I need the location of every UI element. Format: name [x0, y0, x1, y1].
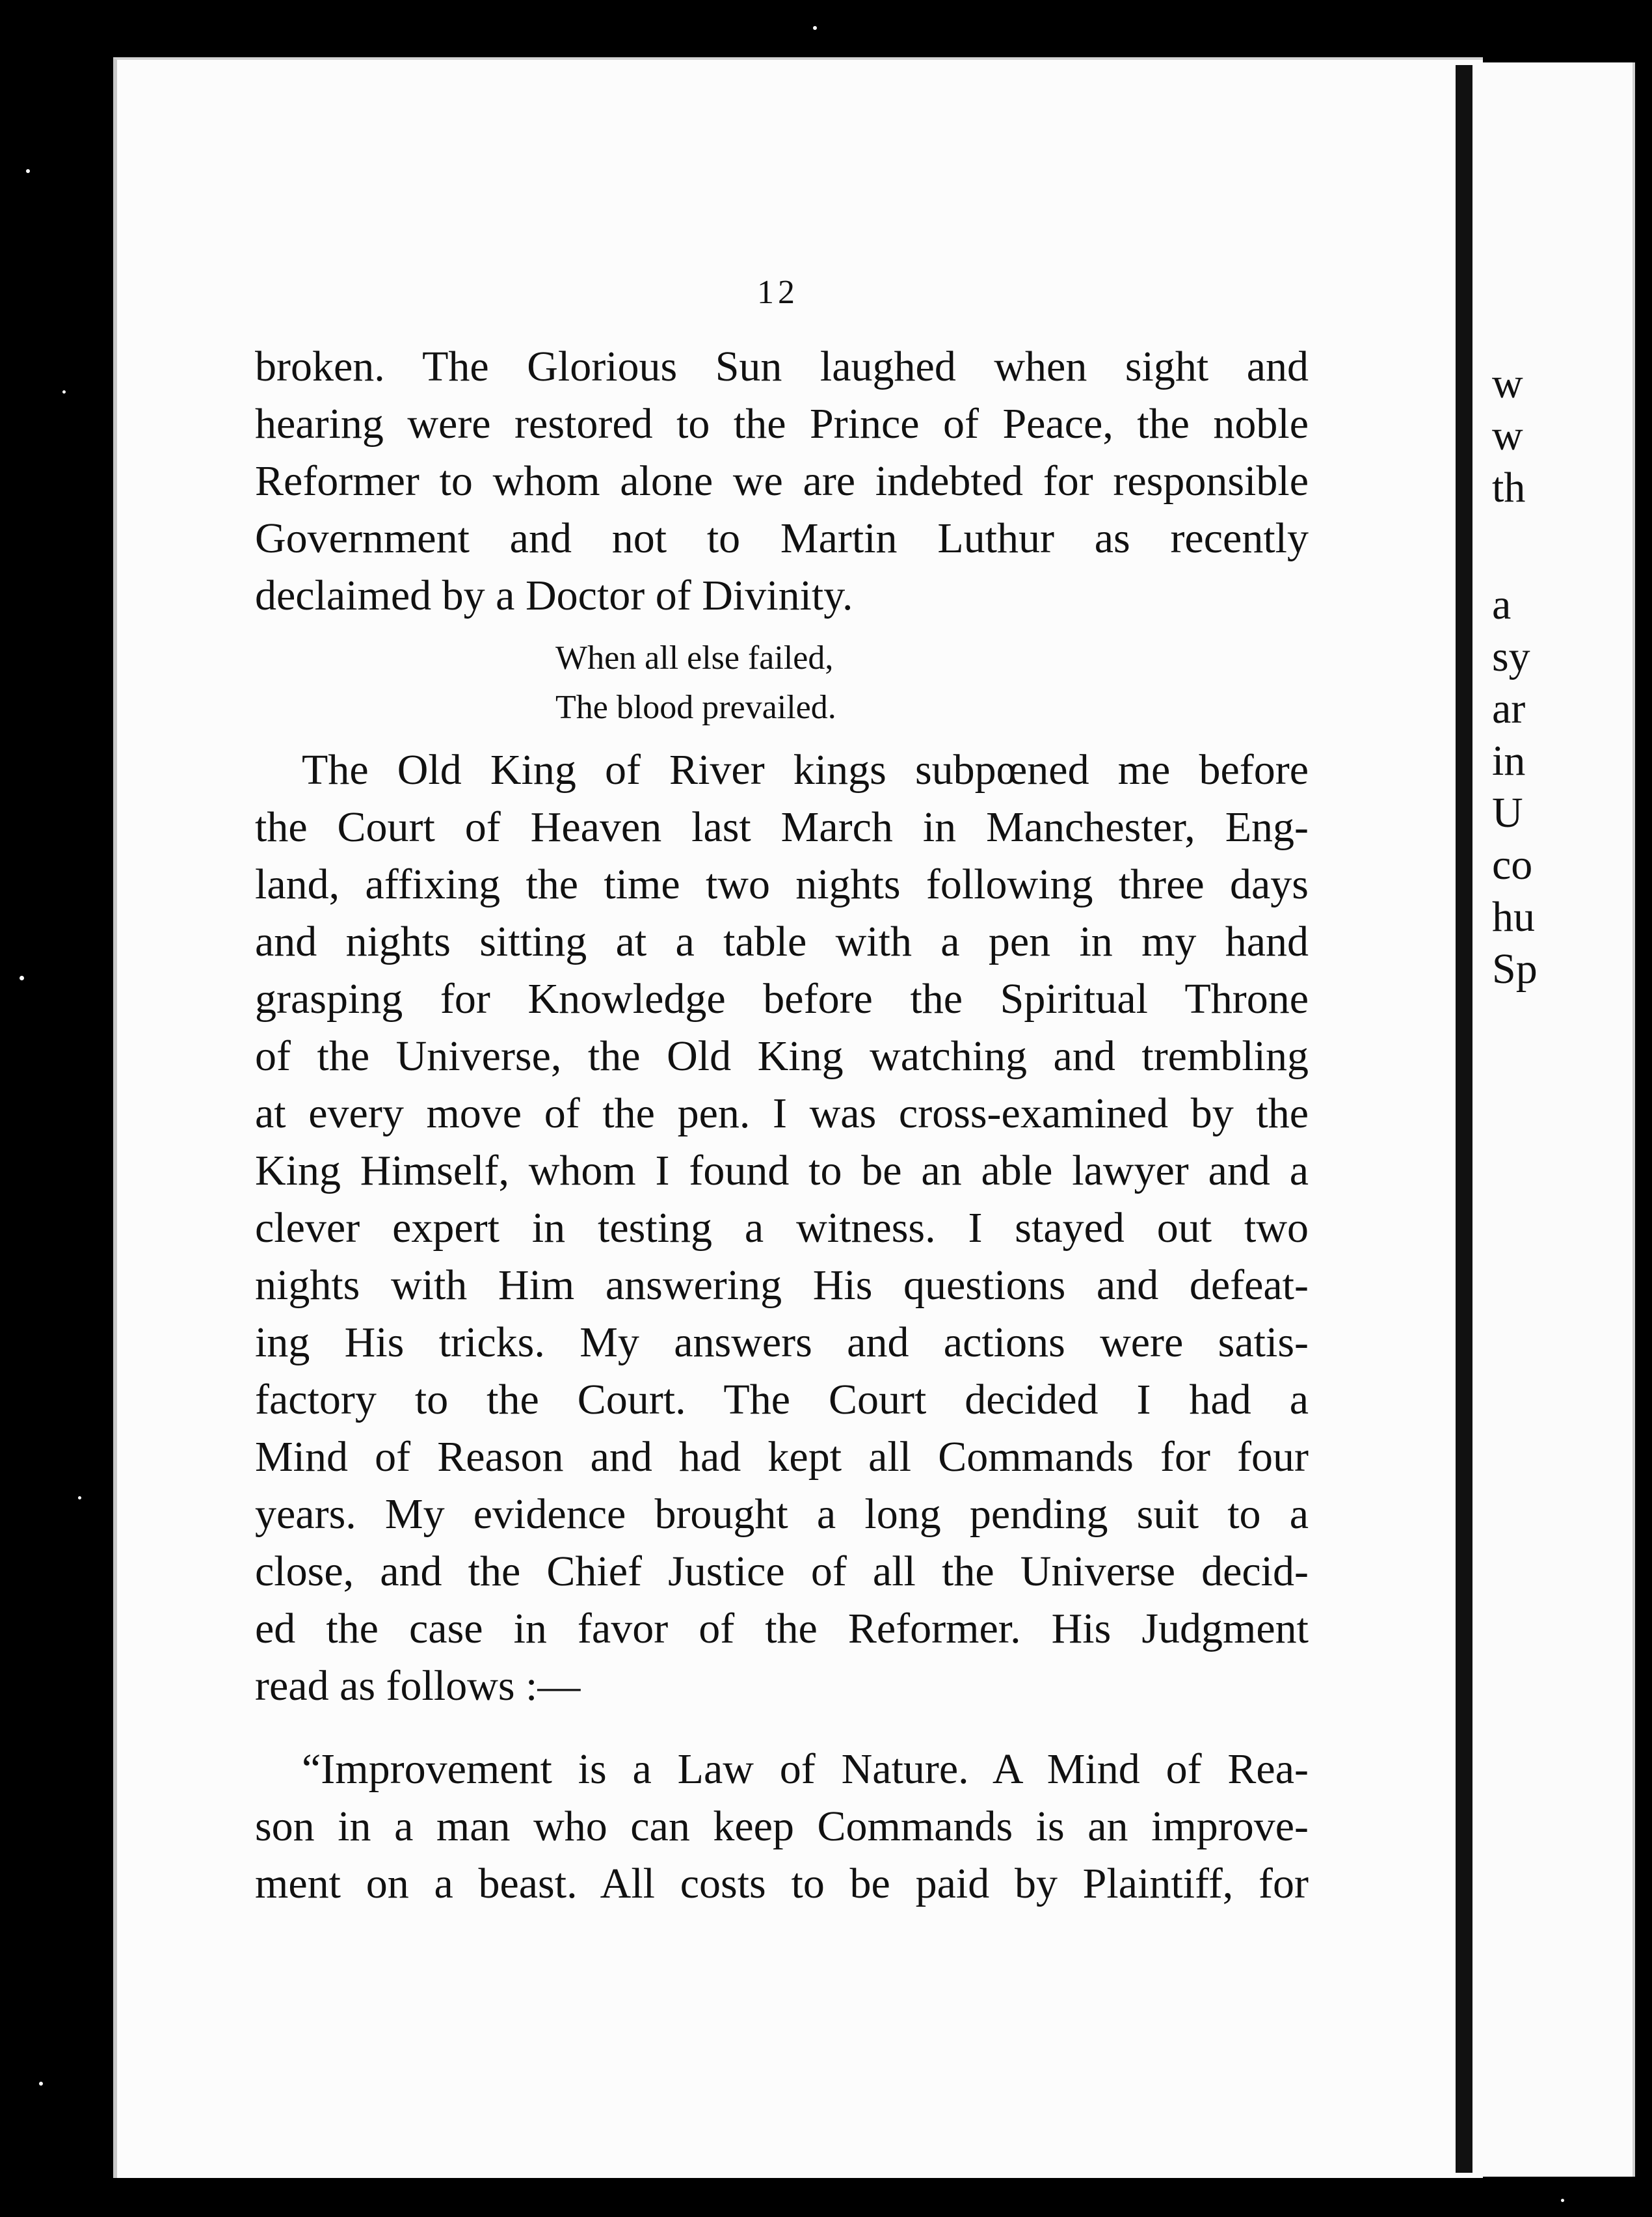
text-line: factory to the Court. The Court decided I had a	[255, 1376, 1309, 1423]
facing-page-fragment: hu	[1492, 893, 1535, 941]
facing-page-fragment: th	[1492, 464, 1526, 511]
facing-page-fragment: U	[1492, 789, 1523, 837]
paragraph-2	[255, 742, 1309, 1715]
scan-speck	[26, 169, 30, 173]
scan-speck	[20, 976, 24, 980]
text-line: Reformer to whom alone we are indebted for responsible	[255, 457, 1309, 505]
scan-speck	[62, 390, 66, 394]
scan-speck	[39, 2082, 43, 2086]
facing-page-fragment: Sp	[1492, 945, 1538, 993]
scan-speck	[1561, 2199, 1564, 2202]
text-line: clever expert in testing a witness. I stayed out two	[255, 1204, 1309, 1252]
verse-line: The blood prevailed.	[555, 689, 836, 726]
text-line: ed the case in favor of the Reformer. His Judgment	[255, 1605, 1309, 1652]
facing-page-fragment: ar	[1492, 685, 1526, 732]
text-line: the Court of Heaven last March in Manchester, Eng-	[255, 803, 1309, 851]
text-line: and nights sitting at a table with a pen in my hand	[255, 918, 1309, 965]
facing-page-fragment: a	[1492, 581, 1512, 628]
verse-line: When all else failed,	[555, 639, 834, 677]
text-line: King Himself, whom I found to be an able lawyer and a	[255, 1147, 1309, 1194]
text-line: at every move of the pen. I was cross-examined by the	[255, 1090, 1309, 1137]
book-gutter	[1456, 65, 1472, 2173]
facing-page-fragment: in	[1492, 737, 1526, 785]
text-line: ment on a beast. All costs to be paid by Plaintiff, for	[255, 1860, 1309, 1907]
text-line: Mind of Reason and had kept all Commands for four	[255, 1433, 1309, 1481]
text-line: grasping for Knowledge before the Spiritual Throne	[255, 975, 1309, 1023]
facing-page	[1476, 62, 1635, 2177]
text-line: The Old King of River kings subpœned me before	[302, 746, 1309, 794]
text-line: hearing were restored to the Prince of Peace, the noble	[255, 400, 1309, 448]
facing-page-fragment: sy	[1492, 633, 1530, 680]
text-line: broken. The Glorious Sun laughed when sight and	[255, 343, 1309, 390]
page-number: 12	[757, 274, 799, 311]
facing-page-fragment: co	[1492, 841, 1533, 889]
text-line: land, affixing the time two nights following three days	[255, 861, 1309, 908]
facing-page-fragment: w	[1492, 412, 1523, 459]
text-line: Government and not to Martin Luthur as recently	[255, 515, 1309, 562]
text-line: declaimed by a Doctor of Divinity.	[255, 572, 853, 619]
paragraph-1	[255, 338, 1309, 625]
text-line: son in a man who can keep Commands is an improve-	[255, 1803, 1309, 1850]
text-line: ing His tricks. My answers and actions were satis-	[255, 1319, 1309, 1366]
page-text	[255, 338, 1309, 1913]
scan-speck	[813, 26, 817, 30]
text-line: close, and the Chief Justice of all the Universe decid-	[255, 1548, 1309, 1595]
verse	[255, 634, 1309, 732]
facing-page-fragment: w	[1492, 360, 1523, 407]
text-line: of the Universe, the Old King watching and trembling	[255, 1032, 1309, 1080]
text-line: years. My evidence brought a long pending suit to a	[255, 1490, 1309, 1538]
scan-speck	[78, 1496, 81, 1499]
text-line: read as follows :—	[255, 1662, 581, 1710]
text-line: nights with Him answering His questions and defeat-	[255, 1261, 1309, 1309]
paragraph-3	[255, 1741, 1309, 1913]
text-line: “Improvement is a Law of Nature. A Mind of Rea-	[302, 1745, 1309, 1793]
